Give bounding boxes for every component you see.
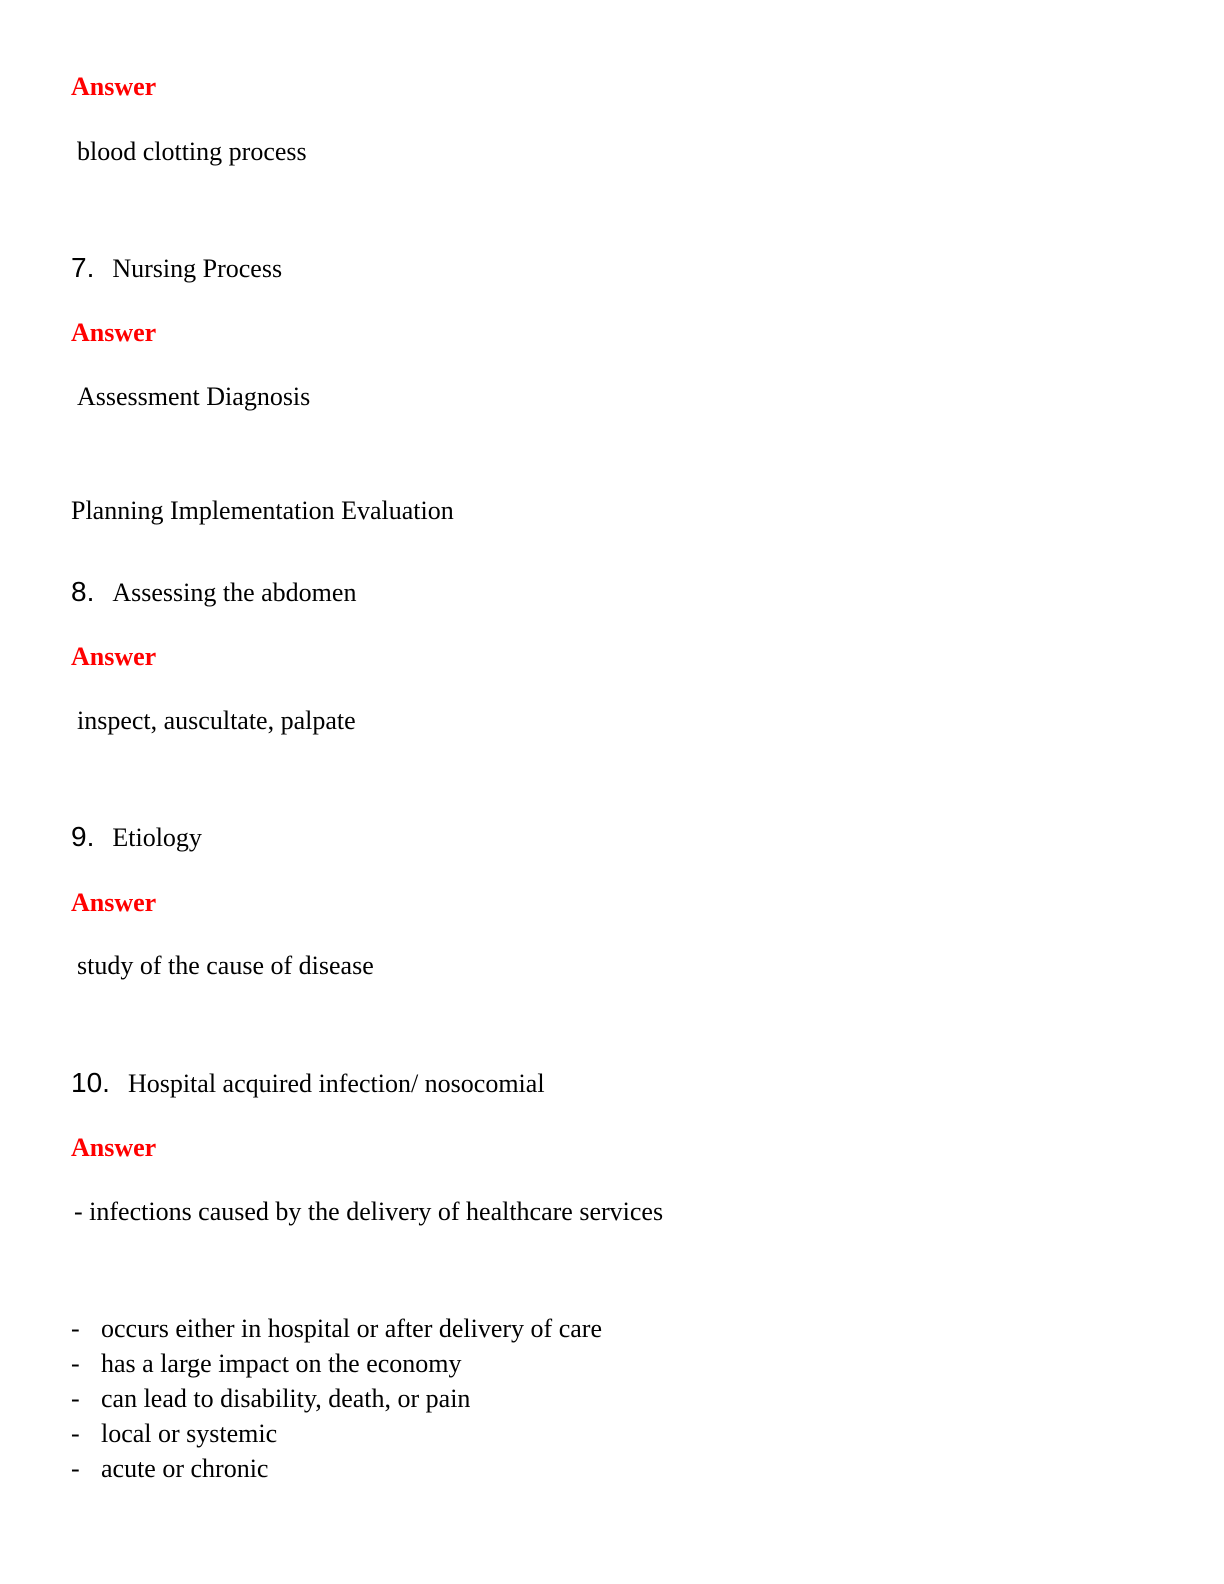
answer-text: study of the cause of disease (77, 951, 374, 980)
bullet-dash: - (71, 1384, 80, 1413)
question-title: Nursing Process (112, 254, 283, 283)
question-title: Hospital acquired infection/ nosocomial (127, 1069, 545, 1098)
list-item (71, 1346, 602, 1381)
bullet-dash: - (71, 1454, 80, 1483)
list-item-text: local or systemic (101, 1419, 278, 1448)
list-item (71, 1381, 602, 1416)
list-item (71, 1311, 602, 1346)
list-item-text: occurs either in hospital or after delivery of care (101, 1314, 602, 1343)
answer-text-continued: Planning Implementation Evaluation (71, 496, 454, 525)
question-number: 10. (71, 1067, 110, 1098)
bullet-dash: - (71, 1419, 80, 1448)
bullet-dash: - (71, 1314, 80, 1343)
list-item (71, 1451, 602, 1486)
question-10 (71, 1067, 545, 1099)
answer-text: inspect, auscultate, palpate (77, 706, 356, 735)
list-item (71, 1416, 602, 1451)
list-item-text: acute or chronic (101, 1454, 269, 1483)
answer-label: Answer (71, 642, 157, 671)
answer-label: Answer (71, 318, 157, 347)
question-7 (71, 252, 282, 284)
answer-label: Answer (71, 1133, 157, 1162)
answer-text: Assessment Diagnosis (77, 382, 311, 411)
list-item-text: has a large impact on the economy (101, 1349, 462, 1378)
question-8 (71, 576, 356, 608)
question-title: Assessing the abdomen (112, 578, 357, 607)
question-number: 7. (71, 252, 95, 283)
question-9 (71, 821, 202, 853)
answer-text: blood clotting process (77, 137, 307, 166)
answer-bullet-list (71, 1311, 602, 1486)
question-number: 8. (71, 576, 95, 607)
bullet-dash: - (71, 1349, 80, 1378)
answer-text: - infections caused by the delivery of healthcare services (74, 1197, 664, 1226)
question-title: Etiology (112, 823, 202, 852)
question-number: 9. (71, 821, 95, 852)
list-item-text: can lead to disability, death, or pain (101, 1384, 471, 1413)
answer-label: Answer (71, 888, 157, 917)
answer-label: Answer (71, 72, 157, 101)
